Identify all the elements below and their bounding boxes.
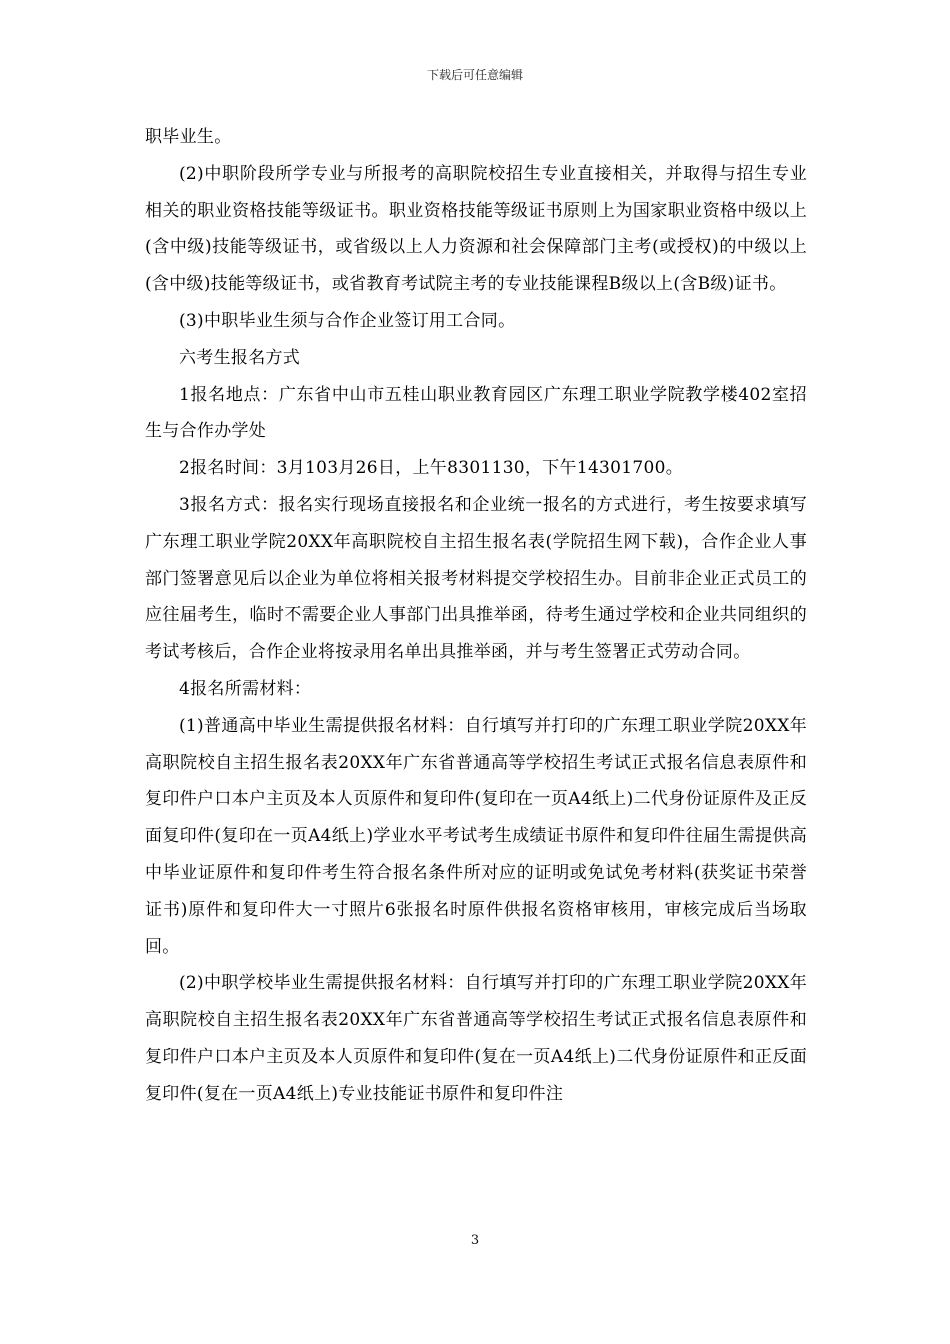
paragraph-materials-high-school: (1)普通高中毕业生需提供报名材料：自行填写并打印的广东理工职业学院20XX年高职院校自主招生报名表20XX年广东省普通高等学校招生考试正式报名信息表原件和复印件户口本户主页及本人页原件和复印件(复印在一页A4纸上)二代身份证原件及正反面复印件(复印在一页A4纸上)学业水平考试考生成绩证书原件和复印件往届生需提供高中毕业证原件和复印件考生符合报名条件所对应的证明或免试免考材料(获奖证书荣誉证书)原件和复印件大一寸照片6张报名时原件供报名资格审核用，审核完成后当场取回。 [145,715,807,957]
body-text [145,119,807,1113]
header-note: 下载后可任意编辑 [426,68,523,82]
paragraph-continuation: 职毕业生。 [145,127,232,147]
paragraph-registration-time: 2报名时间：3月103月26日，上午8301130，下午14301700。 [179,458,684,479]
page-number: 3 [470,1233,480,1248]
paragraph-materials-heading: 4报名所需材料： [179,678,312,699]
paragraph-registration-method: 3报名方式：报名实行现场直接报名和企业统一报名的方式进行，考生按要求填写广东理工职业学院20XX年高职院校自主招生报名表(学院招生网下载)，合作企业人事部门签署意见后以企业为单位将相关报考材料提交学校招生办。目前非企业正式员工的应往届考生，临时不需要企业人事部门出具推举函，待考生通过学校和企业共同组织的考试考核后，合作企业将按录用名单出具推举函，并与考生签署正式劳动合同。 [145,494,807,663]
paragraph-materials-vocational: (2)中职学校毕业生需提供报名材料：自行填写并打印的广东理工职业学院20XX年高职院校自主招生报名表20XX年广东省普通高等学校招生考试正式报名信息表原件和复印件户口本户主页及本人页原件和复印件(复在一页A4纸上)二代身份证原件和正反面复印件(复在一页A4纸上)专业技能证书原件和复印件注 [145,973,807,1104]
paragraph-registration-location: 1报名地点：广东省中山市五桂山职业教育园区广东理工职业学院教学楼402室招生与合作办学处 [145,384,807,442]
section-heading-registration: 六考生报名方式 [179,347,301,368]
paragraph-condition-2: (2)中职阶段所学专业与所报考的高职院校招生专业直接相关，并取得与招生专业相关的职业资格技能等级证书。职业资格技能等级证书原则上为国家职业资格中级以上(含中级)技能等级证书，或省级以上人力资源和社会保障部门主考(或授权)的中级以上(含中级)技能等级证书，或省教育考试院主考的专业技能课程B级以上(含B级)证书。 [145,163,807,295]
paragraph-condition-3: (3)中职毕业生须与合作企业签订用工合同。 [179,310,516,331]
